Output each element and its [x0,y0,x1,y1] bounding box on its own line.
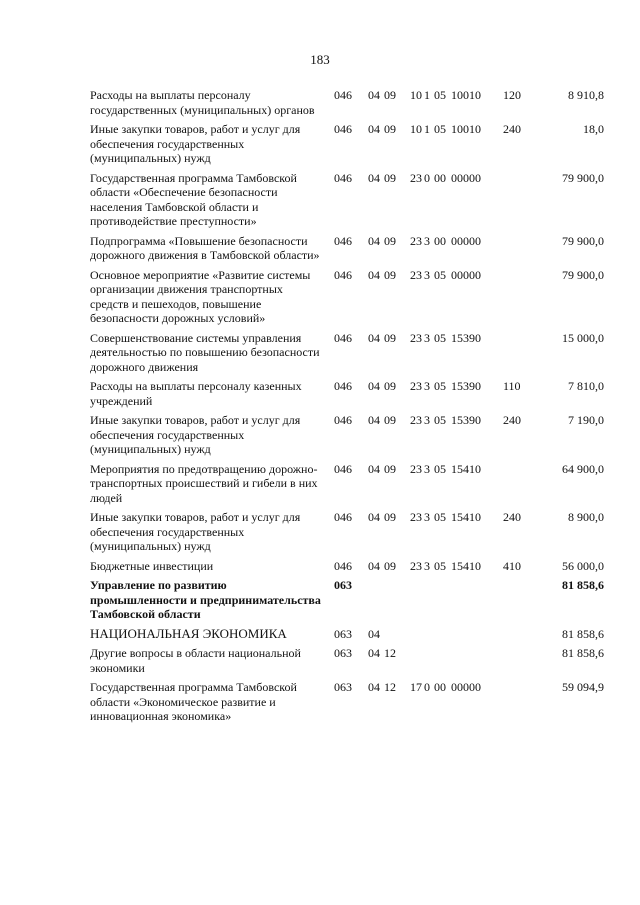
row-target-article-code: 10 1 05 10010 [410,122,481,136]
row-amount: 8 910,8 [568,88,604,102]
row-name: Иные закупки товаров, работ и услуг для обеспечения государственных (муниципальных) нужд [90,122,301,165]
row-expense-type-code: 110 [503,379,521,393]
target-article-part: 23 [410,413,422,427]
row-target-article-code: 23 3 05 15410 [410,558,481,573]
target-article-part: 05 [434,558,446,573]
row-ved-code: 046 [334,330,352,345]
target-article-part: 05 [434,461,446,476]
target-article-part: 0 [424,680,430,694]
row-amount: 59 094,9 [562,680,604,694]
row-subsection-code: 09 [384,510,396,524]
row-name: Основное мероприятие «Развитие системы организации движения транспортных средств и пешеходов, повышение безопасности дорожных условий» [90,267,311,325]
row-ved-code: 046 [334,88,352,102]
target-article-part: 10 [410,122,422,136]
row-target-article-code: 23 3 05 15390 [410,330,481,345]
target-article-part: 23 [410,267,422,282]
table-row [0,413,640,457]
row-ved-code: 063 [334,646,352,660]
row-name: Иные закупки товаров, работ и услуг для обеспечения государственных (муниципальных) нужд [90,413,301,456]
row-target-article-code: 23 0 00 00000 [410,170,481,185]
row-ved-code: 046 [334,510,352,524]
row-subsection-code: 09 [384,461,396,476]
row-section-code: 04 [368,330,380,345]
row-ved-code: 046 [334,267,352,282]
target-article-part: 05 [434,510,446,524]
target-article-part: 23 [410,510,422,524]
target-article-part: 23 [410,461,422,476]
table-row [0,680,640,724]
row-name: Иные закупки товаров, работ и услуг для обеспечения государственных (муниципальных) нужд [90,510,301,553]
row-subsection-code: 09 [384,170,396,185]
row-target-article-code [410,627,451,642]
row-subsection-code: 09 [384,379,396,393]
target-article-part: 00 [434,170,446,185]
row-target-article-code: 23 3 05 15410 [410,461,481,476]
row-target-article-code: 17 0 00 00000 [410,680,481,694]
row-amount: 18,0 [583,122,604,136]
row-section-code: 04 [368,413,380,427]
row-expense-type-code: 240 [503,510,521,524]
row-amount: 8 900,0 [568,510,604,524]
row-name: Государственная программа Тамбовской области «Обеспечение безопасности населения Тамбовской области и противодействие преступности» [90,170,297,228]
target-article-part: 00 [434,233,446,248]
target-article-part: 05 [434,88,446,102]
row-ved-code: 046 [334,413,352,427]
row-expense-type-code: 120 [503,88,521,102]
row-name: Расходы на выплаты персоналу государственных (муниципальных) органов [90,88,315,117]
row-target-article-code: 23 3 05 15410 [410,510,481,524]
page-number: 183 [310,52,330,67]
row-target-article-code: 23 3 05 15390 [410,379,481,393]
target-article-part: 05 [434,122,446,136]
target-article-part: 23 [410,233,422,248]
row-name: НАЦИОНАЛЬНАЯ ЭКОНОМИКА [90,625,287,641]
row-ved-code: 063 [334,680,352,694]
target-article-part: 3 [424,267,430,282]
row-target-article-code: 23 3 05 00000 [410,267,481,282]
row-section-code: 04 [368,680,380,694]
row-amount: 81 858,6 [562,578,604,592]
row-subsection-code: 09 [384,558,396,573]
row-name: Государственная программа Тамбовской области «Экономическое развитие и инновационная экономика» [90,680,297,723]
target-article-part: 05 [434,267,446,282]
row-section-code: 04 [368,461,380,476]
row-expense-type-code: 240 [503,122,521,136]
row-ved-code: 046 [334,461,352,476]
target-article-part: 3 [424,461,430,476]
target-article-part: 00 [434,680,446,694]
table-row [0,171,640,229]
row-ved-code: 046 [334,233,352,248]
table-row [0,559,640,574]
row-name: Расходы на выплаты персоналу казенных учреждений [90,379,302,408]
target-article-part: 0 [424,170,430,185]
row-expense-type-code: 240 [503,413,521,427]
table-row [0,646,640,675]
row-target-article-code: 23 3 05 15390 [410,413,481,427]
row-subsection-code: 09 [384,413,396,427]
row-section-code: 04 [368,233,380,248]
row-amount: 79 900,0 [562,267,604,282]
row-ved-code: 046 [334,170,352,185]
row-section-code: 04 [368,88,380,102]
target-article-part: 1 [424,88,430,102]
target-article-part: 23 [410,330,422,345]
budget-table [0,88,640,729]
table-row [0,578,640,622]
row-section-code: 04 [368,626,380,641]
row-subsection-code: 09 [384,330,396,345]
row-target-article-code [410,578,451,593]
target-article-part: 3 [424,233,430,248]
row-section-code: 04 [368,646,380,660]
target-article-part: 3 [424,558,430,573]
row-amount: 15 000,0 [562,330,604,345]
target-article-part: 1 [424,122,430,136]
table-row [0,627,640,642]
target-article-part: 17 [410,680,422,694]
row-target-article-code: 10 1 05 10010 [410,88,481,102]
row-section-code: 04 [368,558,380,573]
table-row [0,331,640,375]
target-article-part: 3 [424,330,430,345]
table-row [0,88,640,117]
row-subsection-code: 12 [384,646,396,660]
row-section-code: 04 [368,510,380,524]
target-article-part: 05 [434,379,446,393]
row-amount: 81 858,6 [562,646,604,660]
row-name: Бюджетные инвестиции [90,558,214,573]
row-subsection-code: 09 [384,122,396,136]
table-row [0,379,640,408]
row-name: Другие вопросы в области национальной экономики [90,646,301,675]
row-ved-code: 046 [334,558,352,573]
row-name: Мероприятия по предотвращению дорожно-транспортных происшествий и гибели в них людей [90,461,318,505]
target-article-part: 3 [424,510,430,524]
row-section-code: 04 [368,379,380,393]
row-amount: 64 900,0 [562,461,604,476]
target-article-part: 23 [410,558,422,573]
target-article-part: 3 [424,379,430,393]
table-row [0,234,640,263]
target-article-part: 23 [410,379,422,393]
row-target-article-code: 23 3 00 00000 [410,233,481,248]
row-ved-code: 046 [334,122,352,136]
row-ved-code: 063 [334,626,352,641]
target-article-part: 23 [410,170,422,185]
row-amount: 56 000,0 [562,558,604,573]
row-name: Управление по развитию промышленности и предпринимательства Тамбовской области [90,578,321,621]
row-amount: 79 900,0 [562,233,604,248]
table-row [0,268,640,326]
target-article-part: 05 [434,330,446,345]
row-amount: 79 900,0 [562,170,604,185]
table-row [0,510,640,554]
row-expense-type-code: 410 [503,558,521,573]
table-row [0,462,640,506]
row-ved-code: 046 [334,379,352,393]
row-name: Совершенствование системы управления деятельностью по повышению безопасности дорожного движения [90,330,320,374]
row-amount: 7 810,0 [568,379,604,393]
row-amount: 7 190,0 [568,413,604,427]
row-name: Подпрограмма «Повышение безопасности дорожного движения в Тамбовской области» [90,233,320,262]
row-section-code: 04 [368,267,380,282]
row-subsection-code: 09 [384,233,396,248]
row-ved-code: 063 [334,578,352,592]
row-subsection-code: 09 [384,267,396,282]
target-article-part: 3 [424,413,430,427]
row-section-code: 04 [368,170,380,185]
row-subsection-code: 09 [384,88,396,102]
row-target-article-code [410,646,451,661]
row-subsection-code: 12 [384,680,396,694]
target-article-part: 10 [410,88,422,102]
row-amount: 81 858,6 [562,626,604,641]
row-section-code: 04 [368,122,380,136]
table-row [0,122,640,166]
target-article-part: 05 [434,413,446,427]
